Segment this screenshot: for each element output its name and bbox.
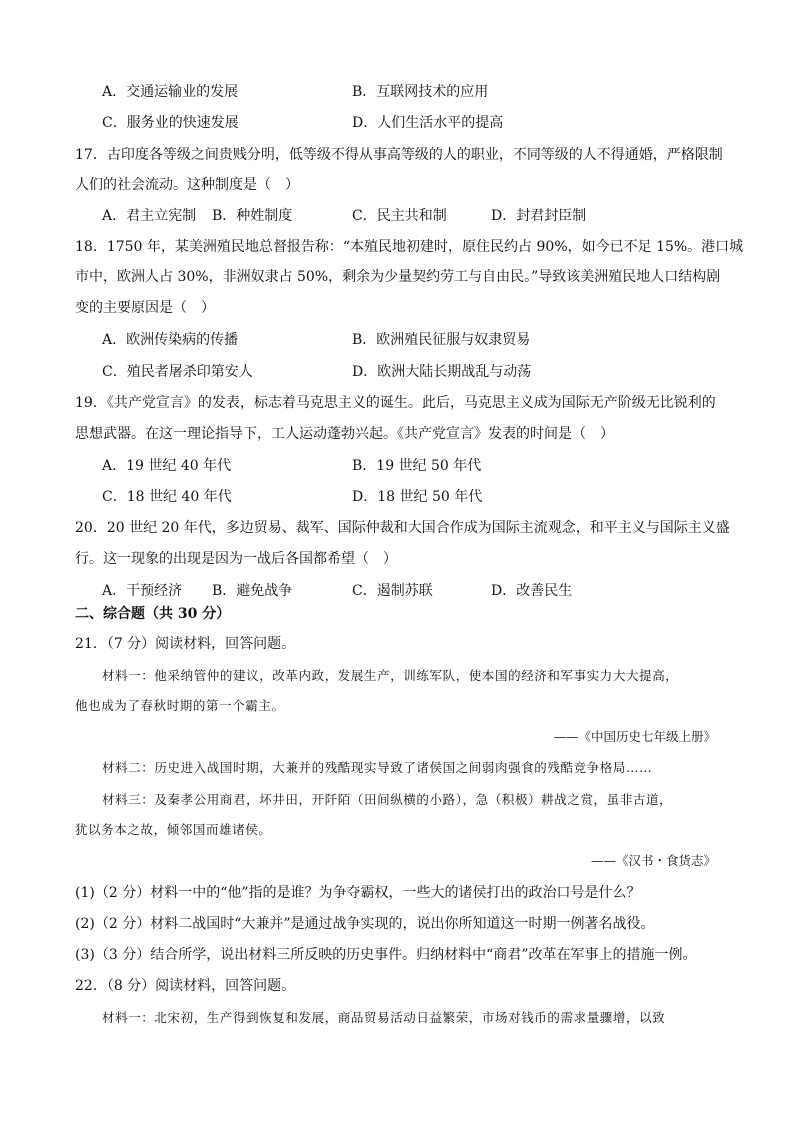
q19-option-a: A．19 世纪 40 年代: [102, 458, 232, 474]
q18-option-a: A．欧洲传染病的传播: [102, 332, 239, 348]
q21-sub1: (1)（2 分）材料一中的“他”指的是谁？为争夺霸权，一些大的诸侯打出的政治口号是什么？: [75, 885, 641, 901]
q17-option-d: D．封君封臣制: [491, 208, 587, 224]
q21-material1-line1: 材料一：他采纳管仲的建议，改革内政，发展生产，训练军队，使本国的经济和军事实力大大提高，: [102, 668, 679, 683]
q21-stem: 21．（7 分）阅读材料，回答问题。: [75, 636, 296, 652]
q21-sub3: (3)（3 分）结合所学，说出材料三所反映的历史事件。归纳材料中“商君”改革在军事上的措施一例。: [75, 947, 697, 963]
q18-option-c: C．殖民者屠杀印第安人: [102, 364, 253, 380]
q16-option-a: A．交通运输业的发展: [102, 84, 239, 100]
q21-material3-line2: 犹以务本之故，倾邻国而雄诸侯。: [75, 822, 272, 837]
section-title: 二、综合题（共 30 分）: [75, 606, 231, 622]
q20-stem-line2: 行。这一现象的出现是因为一战后各国都希望（ ）: [75, 551, 397, 567]
q20-option-a: A．干预经济: [102, 583, 183, 599]
q20-option-b: B．避免战争: [212, 583, 293, 599]
q16-option-d: D．人们生活水平的提高: [352, 115, 504, 131]
q20-stem-line1: 20．20 世纪 20 年代，多边贸易、裁军、国际仲裁和大国合作成为国际主流观念，和平主义与国际主义盛: [75, 520, 730, 536]
q19-stem-line1: 19．《共产党宣言》的发表，标志着马克思主义的诞生。此后，马克思主义成为国际无产阶级无比锐利的: [75, 395, 716, 411]
q20-option-d: D．改善民生: [491, 583, 573, 599]
q18-option-d: D．欧洲大陆长期战乱与动荡: [352, 364, 532, 380]
q18-stem-line3: 变的主要原因是（ ）: [75, 300, 215, 316]
q19-option-b: B．19 世纪 50 年代: [352, 458, 482, 474]
q18-stem-line2: 市中，欧洲人占 30%，非洲奴隶占 50%，剩余为少量契约劳工与自由民。”导致该美洲殖民地人口结构剧: [75, 269, 721, 285]
q19-option-c: C．18 世纪 40 年代: [102, 489, 232, 505]
q17-stem-line1: 17．古印度各等级之间贵贱分明，低等级不得从事高等级的人的职业，不同等级的人不得通婚，严格限制: [75, 147, 723, 163]
q17-stem-line2: 人们的社会流动。这种制度是（ ）: [75, 177, 299, 193]
q21-material3-line1: 材料三：及秦孝公用商君，坏井田，开阡陌（田间纵横的小路），急（积极）耕战之赏，虽非古道，: [102, 792, 673, 807]
q22-stem: 22．（8 分）阅读材料，回答问题。: [75, 978, 296, 994]
q17-option-c: C．民主共和制: [352, 208, 447, 224]
q21-material1-line2: 他也成为了春秋时期的第一个霸主。: [75, 698, 285, 713]
q18-stem-line1: 18．1750 年，某美洲殖民地总督报告称：“本殖民地初建时，原住民约占 90%，如今已不足 15%。港口城: [75, 239, 744, 255]
q21-sub2: (2)（2 分）材料二战国时“大兼并”是通过战争实现的，说出你所知道这一时期一例著名战役。: [75, 916, 655, 932]
q21-source3: ——《汉书・食货志》: [590, 853, 716, 868]
q16-option-c: C．服务业的快速发展: [102, 115, 239, 131]
q17-option-b: B．种姓制度: [212, 208, 293, 224]
q22-material1-line1: 材料一：北宋初，生产得到恢复和发展，商品贸易活动日益繁荣，市场对钱币的需求量骤增，以致: [102, 1010, 666, 1025]
q19-stem-line2: 思想武器。在这一理论指导下，工人运动蓬勃兴起。《共产党宣言》发表的时间是（ ）: [75, 426, 614, 442]
q20-option-c: C．遏制苏联: [352, 583, 433, 599]
q16-option-b: B．互联网技术的应用: [352, 84, 489, 100]
q21-source1: ——《中国历史七年级上册》: [553, 729, 716, 744]
q18-option-b: B．欧洲殖民征服与奴隶贸易: [352, 332, 531, 348]
q19-option-d: D．18 世纪 50 年代: [352, 489, 483, 505]
q21-material2: 材料二：历史进入战国时期，大兼并的残酷现实导致了诸侯国之间弱肉强食的残酷竞争格局……: [102, 760, 653, 775]
q17-option-a: A．君主立宪制: [102, 208, 197, 224]
